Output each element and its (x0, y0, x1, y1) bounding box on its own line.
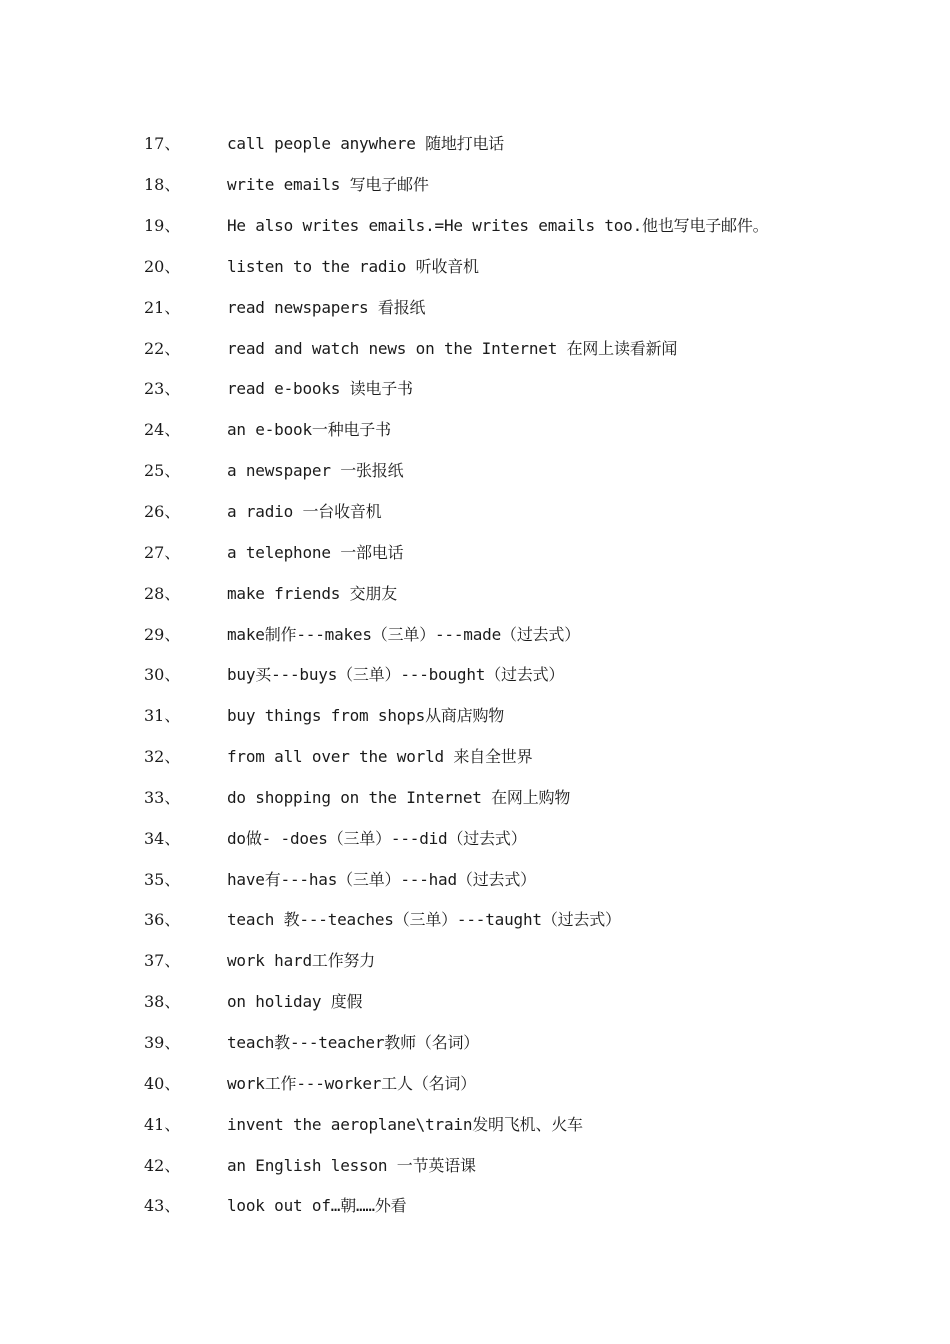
list-item (144, 941, 924, 982)
list-item (144, 206, 924, 247)
item-number: 38、 (144, 992, 181, 1012)
list-item (144, 1186, 924, 1227)
list-item (144, 982, 924, 1023)
list-item (144, 165, 924, 206)
list-item (144, 737, 924, 778)
list-item (144, 247, 924, 288)
item-number: 36、 (144, 910, 181, 930)
list-item (144, 532, 924, 573)
item-text: read e-books 读电子书 (227, 379, 413, 399)
item-number: 18、 (144, 175, 181, 195)
item-number: 41、 (144, 1114, 181, 1134)
item-text: work工作---worker工人（名词） (227, 1073, 477, 1093)
item-text: He also writes emails.=He writes emails too.他也写电子邮件。 (227, 216, 769, 236)
item-number: 26、 (144, 502, 181, 522)
item-number: 24、 (144, 420, 181, 440)
list-item (144, 124, 924, 165)
list-item (144, 696, 924, 737)
item-text: make制作---makes（三单）---made（过去式） (227, 624, 581, 644)
list-item (144, 778, 924, 819)
item-number: 17、 (144, 134, 181, 154)
list-item (144, 614, 924, 655)
item-text: write emails 写电子邮件 (227, 175, 429, 195)
list-item (144, 1145, 924, 1186)
item-text: do做- -does（三单）---did（过去式） (227, 828, 527, 848)
item-number: 30、 (144, 665, 181, 685)
item-number: 40、 (144, 1073, 181, 1093)
list-item (144, 1023, 924, 1064)
item-number: 34、 (144, 828, 181, 848)
item-text: buy买---buys（三单）---bought（过去式） (227, 665, 565, 685)
item-number: 20、 (144, 256, 181, 276)
item-text: a radio 一台收音机 (227, 502, 382, 522)
item-text: an e-book一种电子书 (227, 420, 391, 440)
item-number: 21、 (144, 297, 181, 317)
item-number: 31、 (144, 706, 181, 726)
item-text: call people anywhere 随地打电话 (227, 134, 505, 154)
item-text: look out of…朝……外看 (227, 1196, 407, 1216)
item-text: on holiday 度假 (227, 992, 363, 1012)
item-text: an English lesson 一节英语课 (227, 1155, 476, 1175)
item-text: make friends 交朋友 (227, 583, 398, 603)
item-number: 19、 (144, 216, 181, 236)
list-item (144, 328, 924, 369)
item-number: 32、 (144, 747, 181, 767)
item-number: 28、 (144, 583, 181, 603)
item-text: a telephone 一部电话 (227, 542, 404, 562)
list-item (144, 451, 924, 492)
item-text: read and watch news on the Internet 在网上读看新闻 (227, 338, 678, 358)
item-number: 25、 (144, 461, 181, 481)
list-item (144, 369, 924, 410)
item-number: 43、 (144, 1196, 181, 1216)
item-text: a newspaper 一张报纸 (227, 461, 404, 481)
item-number: 35、 (144, 869, 181, 889)
item-text: listen to the radio 听收音机 (227, 256, 479, 276)
item-text: invent the aeroplane\train发明飞机、火车 (227, 1114, 583, 1134)
list-item (144, 573, 924, 614)
item-number: 33、 (144, 787, 181, 807)
item-text: teach 教---teaches（三单）---taught（过去式） (227, 910, 621, 930)
item-text: teach教---teacher教师（名词） (227, 1032, 480, 1052)
item-number: 27、 (144, 542, 181, 562)
list-item (144, 818, 924, 859)
list-item (144, 900, 924, 941)
list-item (144, 492, 924, 533)
list-item (144, 859, 924, 900)
item-text: work hard工作努力 (227, 951, 376, 971)
item-number: 39、 (144, 1032, 181, 1052)
item-number: 42、 (144, 1155, 181, 1175)
list-item (144, 287, 924, 328)
item-number: 37、 (144, 951, 181, 971)
item-text: do shopping on the Internet 在网上购物 (227, 787, 571, 807)
item-number: 29、 (144, 624, 181, 644)
item-text: have有---has（三单）---had（过去式） (227, 869, 536, 889)
list-item (144, 410, 924, 451)
item-number: 22、 (144, 338, 181, 358)
list-item (144, 1104, 924, 1145)
list-item (144, 1063, 924, 1104)
list-item (144, 655, 924, 696)
item-number: 23、 (144, 379, 181, 399)
item-text: read newspapers 看报纸 (227, 297, 426, 317)
item-text: buy things from shops从商店购物 (227, 706, 505, 726)
item-text: from all over the world 来自全世界 (227, 747, 533, 767)
vocabulary-list (144, 124, 924, 1227)
